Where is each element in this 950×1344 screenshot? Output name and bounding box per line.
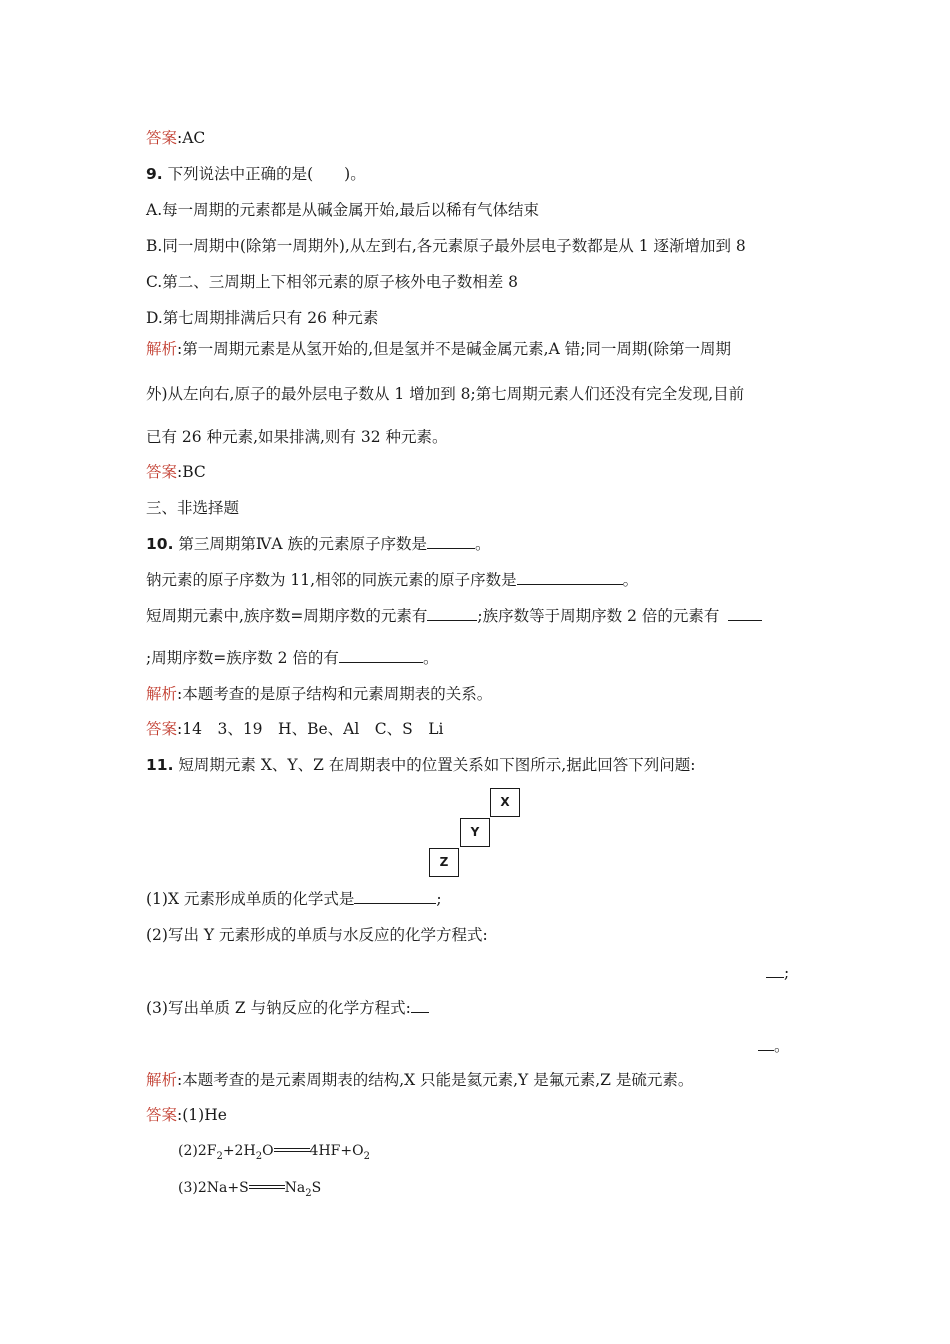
question-text: 第三周期第ⅣA 族的元素原子序数是: [173, 535, 428, 553]
answer-blank[interactable]: [427, 534, 475, 549]
equals-sign-icon: [274, 1147, 310, 1155]
analysis-label: 解析: [146, 340, 178, 358]
q11-sub-2-blank-line: [766, 963, 789, 983]
punctuation: ;: [436, 890, 442, 908]
q9-option-a: A.每一周期的元素都是从碱金属开始,最后以稀有气体结束: [146, 201, 540, 219]
q10-line-1: [146, 534, 491, 554]
q11-sub-1: [146, 889, 442, 909]
q10-line-4: [146, 648, 438, 668]
answer-text: :BC: [177, 463, 206, 481]
q8-answer: [146, 128, 205, 148]
answer-label: 答案: [146, 129, 178, 147]
question-text: (1)X 元素形成单质的化学式是: [146, 890, 355, 908]
answer-blank[interactable]: [354, 889, 436, 904]
q11-analysis: [146, 1070, 693, 1090]
q11-answer-equation-3: [178, 1178, 321, 1204]
answer-blank[interactable]: [427, 606, 477, 621]
analysis-text: :第一周期元素是从氢开始的,但是氢并不是碱金属元素,A 错;同一周期(除第一周期: [177, 340, 731, 358]
answer-blank[interactable]: [517, 570, 623, 585]
q9-option-c: C.第二、三周期上下相邻元素的原子核外电子数相差 8: [146, 273, 519, 291]
punctuation: 。: [422, 649, 439, 667]
question-text: 短周期元素中,族序数=周期序数的元素有: [146, 607, 428, 625]
answer-label: 答案: [146, 1106, 178, 1124]
subscript: 2: [255, 1150, 263, 1162]
question-text: 短周期元素 X、Y、Z 在周期表中的位置关系如下图所示,据此回答下列问题:: [173, 756, 696, 774]
q9-option-b: B.同一周期中(除第一周期外),从左到右,各元素原子最外层电子数都是从 1 逐渐增加到 8: [146, 237, 746, 255]
cell-z: Z: [429, 848, 459, 877]
answer-blank[interactable]: [758, 1036, 774, 1051]
equation-text: S: [311, 1180, 322, 1196]
answer-blank[interactable]: [339, 648, 423, 663]
q9-option-d: D.第七周期排满后只有 26 种元素: [146, 309, 379, 327]
question-text: (3)写出单质 Z 与钠反应的化学方程式:: [146, 999, 411, 1017]
equation-text: Na: [284, 1180, 306, 1196]
equation-text: 4HF+O: [309, 1143, 364, 1159]
answer-blank[interactable]: [766, 963, 784, 978]
analysis-text: :本题考查的是原子结构和元素周期表的关系。: [177, 685, 493, 703]
question-text: ;周期序数=族序数 2 倍的有: [146, 649, 339, 667]
question-text: 钠元素的原子序数为 11,相邻的同族元素的原子序数是: [146, 571, 517, 589]
analysis-label: 解析: [146, 1071, 178, 1089]
punctuation: 。: [774, 1037, 790, 1055]
answer-text: :AC: [177, 129, 206, 147]
q9-answer: [146, 462, 206, 482]
equation-text: (3)2Na+S: [178, 1180, 249, 1196]
question-number: 9.: [146, 165, 163, 183]
question-number: 11.: [146, 756, 174, 774]
answer-blank[interactable]: [728, 606, 762, 621]
question-number: 10.: [146, 535, 174, 553]
punctuation: 。: [622, 571, 639, 589]
q9-stem: [146, 164, 366, 184]
equation-text: (2)2F: [178, 1143, 217, 1159]
analysis-label: 解析: [146, 685, 178, 703]
subscript: 2: [216, 1150, 223, 1162]
q11-answer: [146, 1105, 227, 1125]
q9-analysis-line-3: 已有 26 种元素,如果排满,则有 32 种元素。: [146, 428, 448, 446]
cell-x: X: [490, 788, 520, 817]
analysis-text: :本题考查的是元素周期表的结构,X 只能是氦元素,Y 是氟元素,Z 是硫元素。: [177, 1071, 694, 1089]
equation-text: O: [262, 1143, 274, 1159]
q9-analysis-line-2: 外)从左向右,原子的最外层电子数从 1 增加到 8;第七周期元素人们还没有完全发现,目前: [146, 385, 745, 403]
q10-analysis: [146, 684, 492, 704]
q11-answer-equation-2: [178, 1141, 370, 1167]
q10-answer: [146, 719, 444, 739]
subscript: 2: [363, 1150, 370, 1162]
answer-label: 答案: [146, 463, 178, 481]
q10-line-3: [146, 606, 762, 626]
punctuation: 。: [475, 535, 491, 553]
q11-sub-3-blank-line: [758, 1036, 790, 1056]
q9-analysis-line-1: [146, 339, 731, 359]
subscript: 2: [305, 1187, 312, 1199]
equation-text: +2H: [222, 1143, 256, 1159]
q11-sub-3: [146, 998, 429, 1018]
punctuation: ;: [784, 964, 790, 982]
answer-text: :(1)He: [177, 1106, 227, 1124]
q10-line-2: [146, 570, 638, 590]
equals-sign-icon: [249, 1184, 285, 1192]
q11-sub-2: (2)写出 Y 元素形成的单质与水反应的化学方程式:: [146, 926, 488, 944]
section-title: 三、非选择题: [146, 499, 240, 517]
answer-label: 答案: [146, 720, 178, 738]
question-text: 下列说法中正确的是( )。: [162, 165, 366, 183]
q11-stem: [146, 755, 695, 775]
answer-blank[interactable]: [411, 998, 429, 1013]
question-text: ;族序数等于周期序数 2 倍的元素有: [477, 607, 725, 625]
cell-y: Y: [460, 818, 490, 847]
answer-text: :14 3、19 H、Be、Al C、S Li: [177, 720, 444, 738]
